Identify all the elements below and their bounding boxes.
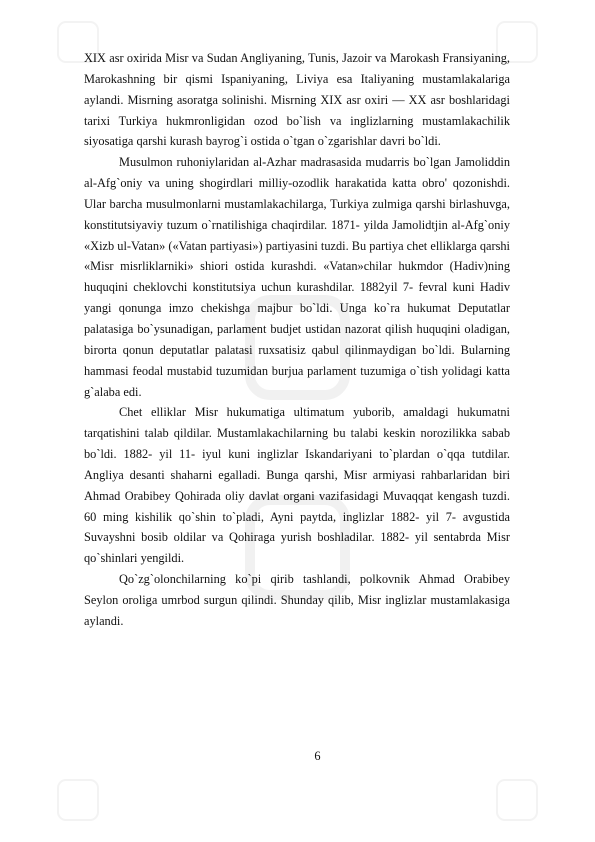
paragraph-1: XIX asr oxirida Misr va Sudan Angliyaning, Tunis, Jazoir va Marokash Fransiyaning, Marokashning bir qismi Ispaniyaning, Liviya esa Italiyaning mustamlakalariga aylandi. Misrning asoratga solinishi. Misrning XIX asr oxiri — XX asr boshlaridagi tarixi Turkiya hukmronligidan ozod bo`lish va inglizlarning mustamlakachilik siyosatiga qarshi kurash bayrog`i ostida o`tgan o`zgarishlar davri bo`ldi. [84, 51, 510, 149]
paragraph-4: Qo`zg`olonchilarning ko`pi qirib tashlandi, polkovnik Ahmad Orabibey Seylon oroliga umrbod surgun qilindi. Shunday qilib, Misr inglizlar mustamlakasiga aylandi. [84, 572, 510, 628]
paragraph-2: Musulmon ruhoniylaridan al-Azhar madrasasida mudarris bo`lgan Jamoliddin al-Afg`oniy va uning shogirdlari milliy-ozodlik harakatida katta obro' qozonishdi. Ular barcha musulmonlarni mustamlakachilarga, Turkiya zulmiga qarshi birlashuvga, konstitutsiyaviy tuzum o`rnatilishiga chaqirdilar. 1871- yilda Jamolidtjin al-Afg`oniy «Xizb ul-Vatan» («Vatan partiyasi») partiyasini tuzdi. Bu partiya chet elliklarga qarshi «Misr misrliklarniki» shiori ostida kurashdi. «Vatan»chilar hukmdor (Hadiv)ning huquqini cheklovchi konstitutsiya uchun kurashdilar. 1882yil 7- fevral kuni Hadiv yangi qonunga imzo chekishga majbur bo`ldi. Unga ko`ra hukumat Deputatlar palatasiga bo`ysunadigan, parlament budjet ustidan nazorat qilish huquqini oladigan, birorta qonun deputatlar palatasi ruxsatisiz qabul qilinmaydigan bo`ldi. Bularning hammasi feodal mustabid tuzumidan burjua parlament tuzumiga o`tish yolidagi katta g`alaba edi. [84, 155, 510, 399]
paragraph-3: Chet elliklar Misr hukumatiga ultimatum yuborib, amaldagi hukumatni tarqatishini talab qildilar. Mustamlakachilarning bu talabi keskin norozilikka sabab bo`ldi. 1882- yil 11- iyul kuni inglizlar Iskandariyani to`plardan o`qqa tutdilar. Angliya desanti shaharni egalladi. Bunga qarshi, Misr armiyasi rahbarlaridan biri Ahmad Orabibey Qohirada oliy davlat organi vazifasidagi Muvaqqat kengash tuzdi. 60 ming kishilik qo`shin to`pladi, Ayni paytda, inglizlar 1882- yil 7- avgustida Suvayshni bosib oldilar va Qohiraga yurish boshladilar. 1882- yil sentabrda Misr qo`shinlari yengildi. [84, 405, 510, 566]
body-text [84, 48, 510, 632]
page-number: 6 [314, 749, 321, 763]
